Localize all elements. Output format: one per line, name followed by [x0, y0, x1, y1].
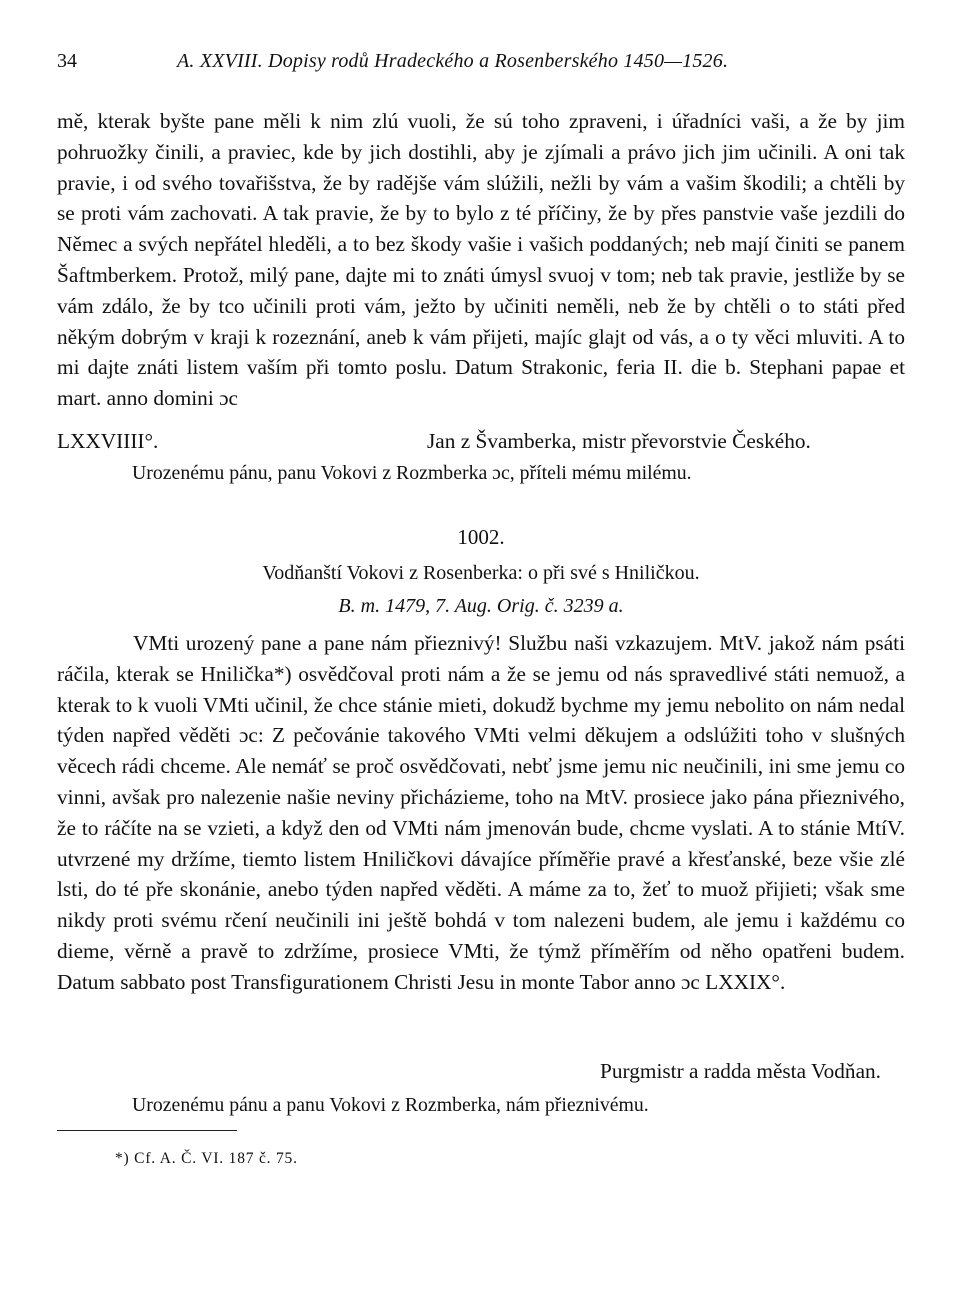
letter2-body: VMti urozený pane a pane nám přieznivý! Službu naši vzkazujem. MtV. jakož nám psáti ráčila, kterak se Hnilička*) osvědčoval proti nám a že se jemu od nás spravedlivé státi nemuož, a kterak to k vuoli VMti učinil, že chce stánie mieti, dokudž bychme my jemu nebolito on nám nedal týden napřed věděti ɔc: Z pečovánie takového VMti velmi děkujem a odslúžiti toho v slušných věcech rádi chceme. Ale nemáť se proč osvědčovati, nebť jsme jemu nic neučinili, ini sme jemu co vinni, avšak pro nalezenie našie neviny přicházieme, toho na MtV. prosiece jako pána přieznivého, že to ráčíte na se vzieti, a když den od VMti nám jmenován bude, chcme vyslati. A to stánie MtíV. utvrzené my držíme, tiemto listem Hniličkovi dávajíce příměřie pravé a křesťanské, beze všie zlé lsti, do té pře skonánie, anebo týden napřed věděti. A máme za to, žeť to muož přijieti; však sme nikdy proti svému rčení neučinili ini ještě bohdá v tom nalezeni budem, ale jemu i každému co dieme, věrně a pravě to zdržíme, prosiece VMti, že týmž příměřím od něho opatřeni budem. Datum sabbato post Transfigurationem Christi Jesu in monte Tabor anno ɔc LXXIX°. — [57, 631, 905, 994]
letter2-closing: Purgmistr a radda města Vodňan. — [600, 1059, 881, 1083]
running-title: A. XXVIII. Dopisy rodů Hradeckého a Rosenberského 1450—1526. — [177, 50, 729, 72]
letter2-address: Urozenému pánu a panu Vokovi z Rozmberka, nám přieznivému. — [132, 1094, 649, 1116]
document-summary: Vodňanští Vokovi z Rosenberka: o při své s Hniličkou. — [262, 562, 700, 584]
page — [57, 50, 905, 1167]
letter1-signature: Jan z Švamberka, mistr převorstvie Českého. — [427, 429, 811, 453]
letter1-body: mě, kterak byšte pane měli k nim zlú vuoli, že sú toho zpraveni, i úřadníci vaši, a že by jim pohruožky činili, a praviec, kde by jich dostihli, aby je zjímali a právo jich jim učinili. A oni tak pravie, i od svého tovařišstva, že by radějše vám slúžili, nežli by vám a vašim škodili; a chtěli by se proti vám zachovati. A tak pravie, že by to bylo z té příčiny, že by přes panstvie vaše jezdili do Němec a svých nepřátel hleděli, a to bez škody vašie i vašich poddaných; neb mají činiti se panem Šaftmberkem. Protož, milý pane, dajte mi to znáti úmysl svuoj v tom; neb tak pravie, jestliže by se vám zdálo, že by tco učinili proti vám, ježto by učiniti neměli, neb že by chtěli o to státi před někým dobrým v kraji k rozeznání, aneb k vám přijeti, majíc glajt od vás, a o ty věci mluviti. A to mi dajte znáti listem vaším při tomto poslu. Datum Strakonic, feria II. die b. Stephani papae et mart. anno domini ɔc — [57, 109, 905, 411]
letter1-address: Urozenému pánu, panu Vokovi z Rozmberka ɔc, příteli mému milému. — [132, 462, 692, 484]
letter1-date-end: LXXVIIII°. — [57, 429, 159, 453]
footnote: *) Cf. A. Č. VI. 187 č. 75. — [115, 1150, 298, 1167]
footnote-rule — [57, 1130, 237, 1131]
document-number: 1002. — [457, 525, 505, 549]
page-header — [57, 50, 905, 84]
document-source: B. m. 1479, 7. Aug. Orig. č. 3239 a. — [338, 595, 624, 617]
page-number: 34 — [57, 50, 77, 72]
